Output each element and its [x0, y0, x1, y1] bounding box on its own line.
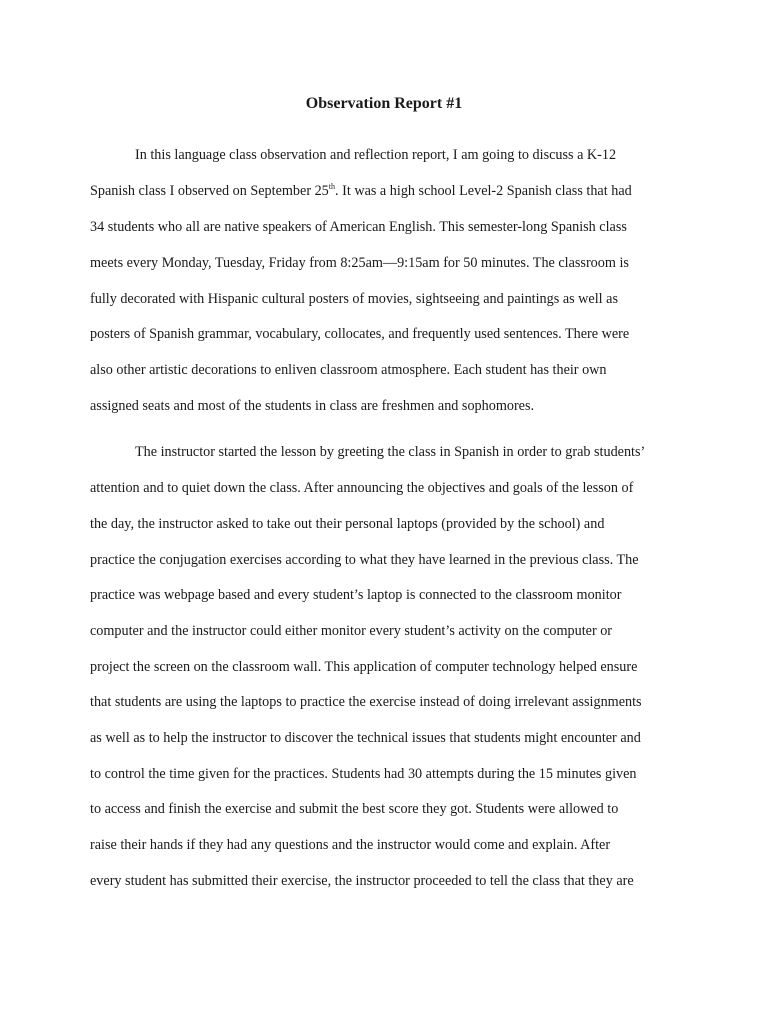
- paragraph-2-line-11: to access and finish the exercise and submit the best score they got. Students were allowed to: [90, 801, 619, 817]
- line-text: Spanish class I observed on September 25: [90, 183, 329, 199]
- paragraph-2-line-9: as well as to help the instructor to discover the technical issues that students might encounter and: [90, 730, 641, 746]
- paragraph-1-line-6: posters of Spanish grammar, vocabulary, collocates, and frequently used sentences. There were: [90, 326, 630, 342]
- superscript-ordinal: th: [328, 182, 336, 191]
- line-text: . It was a high school Level-2 Spanish class that had: [335, 183, 632, 199]
- paragraph-1-line-1: In this language class observation and reflection report, I am going to discuss a K-12: [135, 147, 617, 163]
- paragraph-1-line-8: assigned seats and most of the students in class are freshmen and sophomores.: [90, 398, 535, 414]
- paragraph-2-line-13: every student has submitted their exercise, the instructor proceeded to tell the class that they are: [90, 873, 634, 889]
- paragraph-2-line-12: raise their hands if they had any questions and the instructor would come and explain. After: [90, 837, 611, 853]
- paragraph-2-line-4: practice the conjugation exercises according to what they have learned in the previous class. The: [90, 552, 639, 568]
- paragraph-1-line-2: [90, 181, 632, 201]
- paragraph-2-line-1: The instructor started the lesson by greeting the class in Spanish in order to grab students’: [135, 444, 646, 460]
- paragraph-2-line-8: that students are using the laptops to practice the exercise instead of doing irrelevant assignments: [90, 694, 642, 710]
- paragraph-2-line-7: project the screen on the classroom wall. This application of computer technology helped ensure: [90, 659, 638, 675]
- paragraph-1-line-5: fully decorated with Hispanic cultural posters of movies, sightseeing and paintings as well as: [90, 291, 618, 307]
- paragraph-2-line-3: the day, the instructor asked to take out their personal laptops (provided by the school) and: [90, 516, 605, 532]
- paragraph-1-line-4: meets every Monday, Tuesday, Friday from 8:25am—9:15am for 50 minutes. The classroom is: [90, 255, 629, 271]
- paragraph-2-line-2: attention and to quiet down the class. After announcing the objectives and goals of the lesson of: [90, 480, 634, 496]
- paragraph-2-line-6: computer and the instructor could either monitor every student’s activity on the computer or: [90, 623, 613, 639]
- paragraph-1-line-3: 34 students who all are native speakers of American English. This semester-long Spanish class: [90, 219, 627, 235]
- paragraph-1-line-7: also other artistic decorations to enliven classroom atmosphere. Each student has their own: [90, 362, 607, 378]
- paragraph-2-line-5: practice was webpage based and every student’s laptop is connected to the classroom monitor: [90, 587, 622, 603]
- document-title: Observation Report #1: [305, 95, 463, 112]
- paragraph-2-line-10: to control the time given for the practices. Students had 30 attempts during the 15 minutes given: [90, 766, 637, 782]
